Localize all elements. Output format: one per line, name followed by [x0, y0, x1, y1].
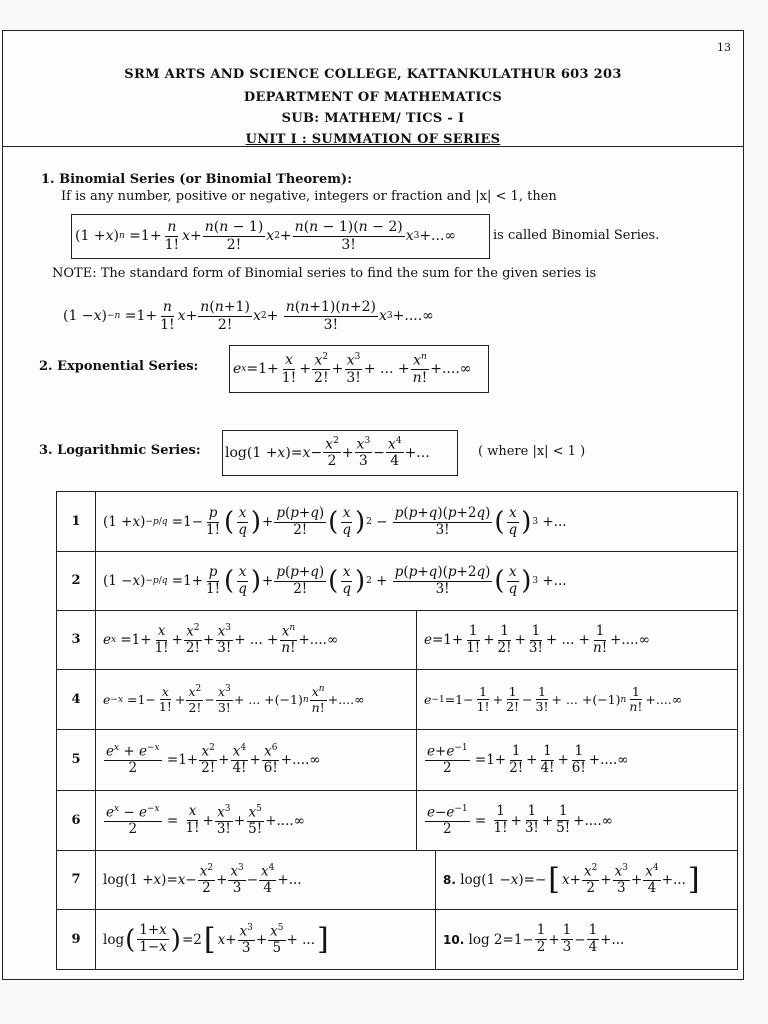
formula-row-8: 8. log(1 − x )=− [ x + $\frac{x^2}{2}$ + $\frac{x^3}{3}$ + $\frac{x^4}{4}$ +... ]	[443, 862, 700, 897]
formula-row-5-left: $\frac{e^x + e^{-x}}{2}$ =1+ $\frac{x^2}{2!}$ + $\frac{x^4}{4!}$ + $\frac{x^6}{6!}$ +....∞	[106, 743, 321, 777]
header-rule	[3, 146, 743, 147]
binomial-called-text: is called Binomial Series.	[493, 228, 660, 243]
formula-row-5-right: $\frac{e+e^{-1}}{2}$ =1+ $\frac{1}{2!}$ + $\frac{1}{4!}$ + $\frac{1}{6!}$ +....∞	[427, 742, 629, 777]
row-number-6: 6	[71, 813, 81, 828]
row-number-9: 9	[71, 932, 81, 947]
exponential-heading: 2. Exponential Series:	[39, 359, 199, 374]
document-page	[2, 30, 744, 980]
binomial-note: NOTE: The standard form of Binomial series to find the sum for the given series is	[52, 266, 597, 281]
formula-row-4-right: e −1 =1− $\frac{1}{1!}$ + $\frac{1}{2!}$ − $\frac{1}{3!}$ + ... +(−1) n $\frac{1}{n!}$ +....∞	[424, 683, 683, 714]
row-number-2: 2	[71, 573, 81, 588]
formula-row-10: 10. log 2=1− $\frac{1}{2}$ + $\frac{1}{3}$ − $\frac{1}{4}$ +...	[443, 922, 625, 955]
formula-row-3-right: e =1+ $\frac{1}{1!}$ + $\frac{1}{2!}$ + $\frac{1}{3!}$ + ... + $\frac{1}{n!}$ +....∞	[424, 622, 650, 656]
college-title: SRM ARTS AND SCIENCE COLLEGE, KATTANKULATHUR 603 203	[124, 67, 622, 82]
logarithmic-formula: log(1 + x )= x − $\frac{x^2}{2}$ + $\frac{x^3}{3}$ − $\frac{x^4}{4}$ +...	[225, 435, 430, 470]
row-number-4: 4	[71, 692, 81, 707]
label-8: 8.	[443, 873, 456, 887]
row-number-5: 5	[71, 752, 81, 767]
formula-row-1: (1 + x ) −p/q =1− $\frac{p}{1!}$ ( $\frac{x}{q}$ ) + $\frac{p(p+q)}{2!}$ ( $\frac{x}{q}$ ) 2 − $\frac{p(p+q)(p+2q)}{3!}$ ( $\frac{x}{q}$ ) 3 +...	[103, 504, 567, 538]
formula-row-9: log ( $\frac{1+x}{1-x}$ ) =2 [ x + $\frac{x^3}{3}$ + $\frac{x^5}{5}$ + ... ]	[103, 921, 329, 957]
formula-table	[56, 491, 738, 970]
page-number: 13	[717, 41, 731, 54]
formula-row-7: log(1 + x )= x − $\frac{x^2}{2}$ + $\frac{x^3}{3}$ − $\frac{x^4}{4}$ +...	[103, 863, 302, 897]
row-number-7: 7	[71, 872, 81, 887]
binomial-heading: 1. Binomial Series (or Binomial Theorem):	[41, 172, 353, 187]
subject-title: SUB: MATHEM/ TICS - I	[281, 111, 465, 126]
formula-row-6-left: $\frac{e^x - e^{-x}}{2}$ = $\frac{x}{1!}$ + $\frac{x^3}{3!}$ + $\frac{x^5}{5!}$ +....∞	[106, 803, 305, 837]
unit-title: UNIT I : SUMMATION OF SERIES	[245, 132, 501, 147]
exponential-formula: e x =1+ $\frac{x}{1!}$ + $\frac{x^2}{2!}$ + $\frac{x^3}{3!}$ + ... + $\frac{x^n}{n!}$ +....∞	[233, 352, 472, 386]
department-title: DEPARTMENT OF MATHEMATICS	[243, 90, 503, 105]
binomial-standard-formula: (1 − x ) −n =1+ $\frac{n}{1!}$ x + $\frac{n(n+1)}{2!}$ x 2 + $\frac{n(n+1)(n+2)}{3!}$ x 3 +....∞	[63, 299, 434, 333]
formula-row-3-left: e x =1+ $\frac{x}{1!}$ + $\frac{x^2}{2!}$ + $\frac{x^3}{3!}$ + ... + $\frac{x^n}{n!}$ +....∞	[103, 622, 339, 657]
formula-row-2: (1 − x ) −p/q =1+ $\frac{p}{1!}$ ( $\frac{x}{q}$ ) + $\frac{p(p+q)}{2!}$ ( $\frac{x}{q}$ ) 2 + $\frac{p(p+q)(p+2q)}{3!}$ ( $\frac{x}{q}$ ) 3 +...	[103, 563, 567, 597]
row-number-3: 3	[71, 632, 81, 647]
label-10: 10.	[443, 932, 465, 947]
logarithmic-condition: ( where |x| < 1 )	[478, 444, 586, 459]
logarithmic-heading: 3. Logarithmic Series:	[39, 443, 201, 458]
formula-row-6-right: $\frac{e-e^{-1}}{2}$ = $\frac{1}{1!}$ + $\frac{1}{3!}$ + $\frac{1}{5!}$ +....∞	[427, 803, 613, 837]
binomial-condition: If is any number, positive or negative, integers or fraction and |x| < 1, then	[61, 189, 557, 204]
binomial-formula: (1 + x ) n =1+ $\frac{n}{1!}$ x + $\frac{n(n - 1)}{2!}$ x 2 + $\frac{n(n - 1)(n - 2)}{3!}$ x 3 +...∞	[75, 219, 457, 253]
row-number-1: 1	[71, 514, 81, 529]
formula-row-4-left: e −x =1− $\frac{x}{1!}$ + $\frac{x^2}{2!}$ − $\frac{x^3}{3!}$ + ... +(−1) n $\frac{x^n}{n!}$ +....∞	[103, 683, 365, 715]
